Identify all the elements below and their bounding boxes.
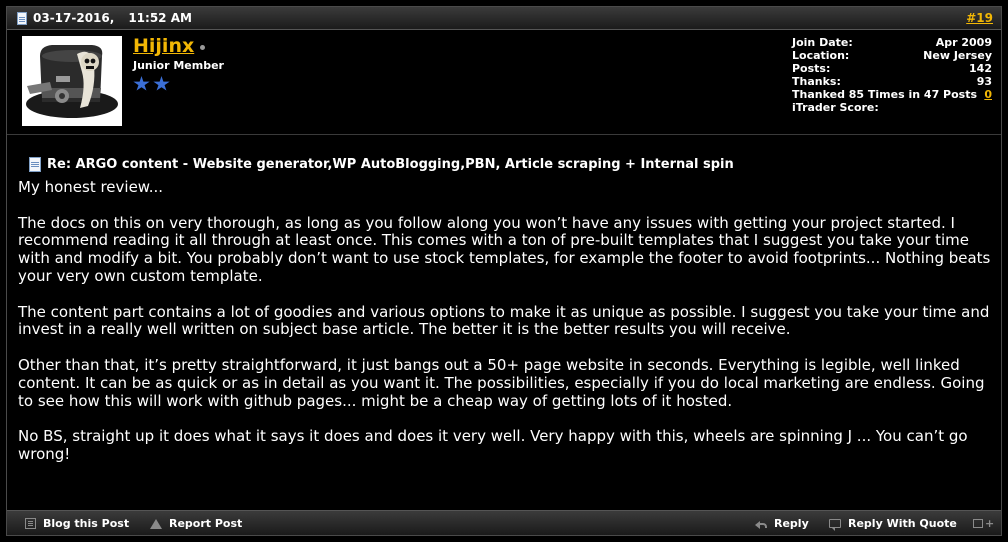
star-icon <box>133 76 150 92</box>
reply-button[interactable]: Reply <box>755 517 809 530</box>
avatar[interactable] <box>22 36 122 126</box>
star-icon <box>153 76 170 92</box>
info-location: Location: New Jersey <box>792 49 992 62</box>
multi-quote-button[interactable] <box>973 517 994 530</box>
report-post-button[interactable]: Report Post <box>150 517 242 530</box>
post-body <box>18 179 993 482</box>
post-header <box>7 7 1001 30</box>
post-paragraph: Other than that, it’s pretty straightforward, it just bangs out a 50+ page website in seconds. Everything is legible, well linked content. It can be as quick or as in detail as you want it. The possibilities, especially if you do local marketing are endless. Going to see how this will work with github pages... might be a cheap way of getting lots of it hosted. <box>18 355 985 410</box>
blog-this-post-button[interactable]: Blog this Post <box>25 517 129 530</box>
post-paragraph: The docs on this on very thorough, as long as you follow along you won’t have any issues with getting your project started. I recommend reading it all through at least once. This comes with a ton of pre-built templates that I suggest you take your time with and modify a bit. You probably don’t want to use stock templates, for example the footer to avoid footprints... Nothing beats your very own custom template. <box>18 213 991 285</box>
post-time: 11:52 AM <box>128 11 192 25</box>
post-paragraph: My honest review... <box>18 178 164 196</box>
reply-with-quote-button[interactable]: Reply With Quote <box>829 517 957 530</box>
info-itrader: iTrader Score: <box>792 101 879 114</box>
post-title: Re: ARGO content - Website generator,WP AutoBlogging,PBN, Article scraping + Internal spin <box>29 157 734 172</box>
info-posts: Posts: 142 <box>792 62 992 75</box>
user-title: Junior Member <box>133 59 224 72</box>
user-stats <box>792 36 992 114</box>
online-status-icon <box>200 45 205 50</box>
post-footer <box>7 510 1001 535</box>
itrader-score-link[interactable]: 0 <box>984 88 992 101</box>
quote-bubble-icon <box>829 519 841 528</box>
info-thanked: Thanked 85 Times in 47 Posts 0 <box>792 88 992 101</box>
plus-icon: + <box>985 517 995 530</box>
post-paragraph: No BS, straight up it does what it says it does and does it very well. Very happy with this, wheels are spinning J ... You can’t go wrong! <box>18 427 968 463</box>
post-date: 03-17-2016, <box>33 11 115 25</box>
rank-stars <box>133 76 224 92</box>
forum-post <box>6 6 1002 536</box>
info-thanks: Thanks: 93 <box>792 75 992 88</box>
document-icon <box>17 12 27 25</box>
document-icon <box>29 157 41 172</box>
user-info-area <box>7 30 1001 135</box>
info-join-date: Join Date: Apr 2009 <box>792 36 992 49</box>
warning-icon <box>150 519 162 529</box>
multi-quote-icon <box>973 519 983 528</box>
post-paragraph: The content part contains a lot of goodies and various options to make it as unique as possible. I suggest you take your time and invest in a really well written on subject base article. The better it is the better results you will receive. <box>18 302 990 339</box>
skull-top-hat-avatar-icon <box>22 36 122 126</box>
post-number-link[interactable]: #19 <box>966 11 993 25</box>
reply-arrow-icon <box>755 519 767 529</box>
username-link[interactable]: Hijinx <box>133 35 195 57</box>
blog-icon <box>25 518 36 529</box>
